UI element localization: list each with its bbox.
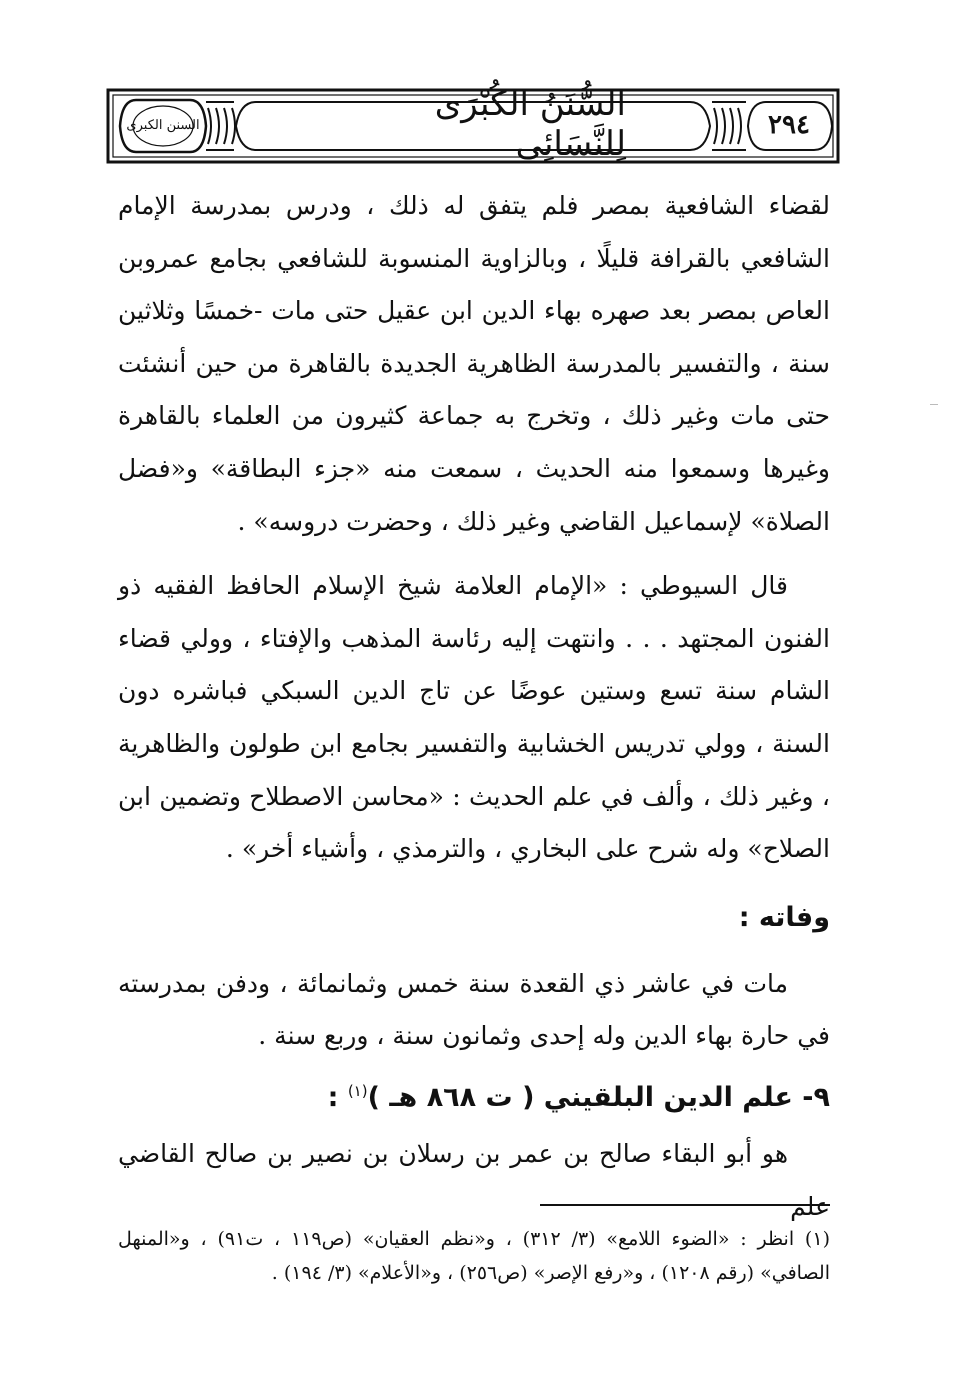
paragraph-1: لقضاء الشافعية بمصر فلم يتفق له ذلك ، ودرس بمدرسة الإمام الشافعي بالقرافة قليلًا ، وبالزاوية المنسوبة للشافعي بجامع عمروبن العاص بمصر بعد صهره بهاء الدين ابن عقيل حتى مات -خمسًا وثلاثين سنة ، والتفسير بالمدرسة الظاهرية الجديدة بالقاهرة من حين أنشئت حتى مات وغير ذلك ، وتخرج به جماعة كثيرون من العلماء بالقاهرة وغيرها وسمعوا منه الحديث ، سمعت منه «جزء البطاقة» و«فضل الصلاة» لإسماعيل القاضي وغير ذلك ، وحضرت دروسه» . <box>118 191 830 536</box>
footnotes <box>118 1222 830 1290</box>
book-emblem <box>124 98 202 154</box>
heading-person-colon: : <box>327 1081 348 1113</box>
footnote-ref-1: (١) <box>347 1081 368 1100</box>
emblem-text: السنن الكبرى <box>126 117 200 133</box>
section-heading-person <box>118 1065 830 1124</box>
page-body <box>118 180 830 1233</box>
page-header <box>106 84 840 164</box>
footnote-1: (١) انظر : «الضوء اللامع» (٣/ ٣١٢) ، و«نظم العقيان» (ص١١٩ ، ت٩١) ، و«المنهل الصافي» (رقم ١٢٠٨) ، و«رفع الإصر» (ص٢٥٦) ، و«الأعلام» (٣/ ١٩٤) . <box>118 1228 830 1284</box>
paragraph-person: هو أبو البقاء صالح بن عمر بن رسلان بن نصير بن صالح القاضي علم <box>118 1138 830 1221</box>
page-number: ٢٩٤ <box>768 110 810 140</box>
footnote-separator <box>540 1204 830 1206</box>
paragraph-death: مات في عاشر ذي القعدة سنة خمس وثمانمائة ، ودفن بمدرسته في حارة بهاء الدين وله إحدى وثمانون سنة ، وربع سنة . <box>118 968 830 1051</box>
margin-mark <box>930 404 938 405</box>
heading-person-text: ٩- علم الدين البلقيني ( ت ٨٦٨ هـ ) <box>367 1081 830 1113</box>
running-title: السُّنَنُ الكُبْرَى لِلنَّسَائِي <box>434 84 626 164</box>
paragraph-suyuti-quote: قال السيوطي : «الإمام العلامة شيخ الإسلام الحافظ الفقيه ذو الفنون المجتهد . . . وانتهت إليه رئاسة المذهب والإفتاء ، وولي قضاء الشام سنة تسع وستين عوضًا عن تاج الدين السبكي فباشره دون السنة ، وولي تدريس الخشابية والتفسير بجامع ابن طولون والظاهرية ، وغير ذلك ، وألف في علم الحديث : «محاسن الاصطلاح وتضمين ابن الصلاح» وله شرح على البخاري ، والترمذي ، وأشياء أخر» . <box>118 571 830 864</box>
section-heading-death: وفاته : <box>738 901 830 933</box>
